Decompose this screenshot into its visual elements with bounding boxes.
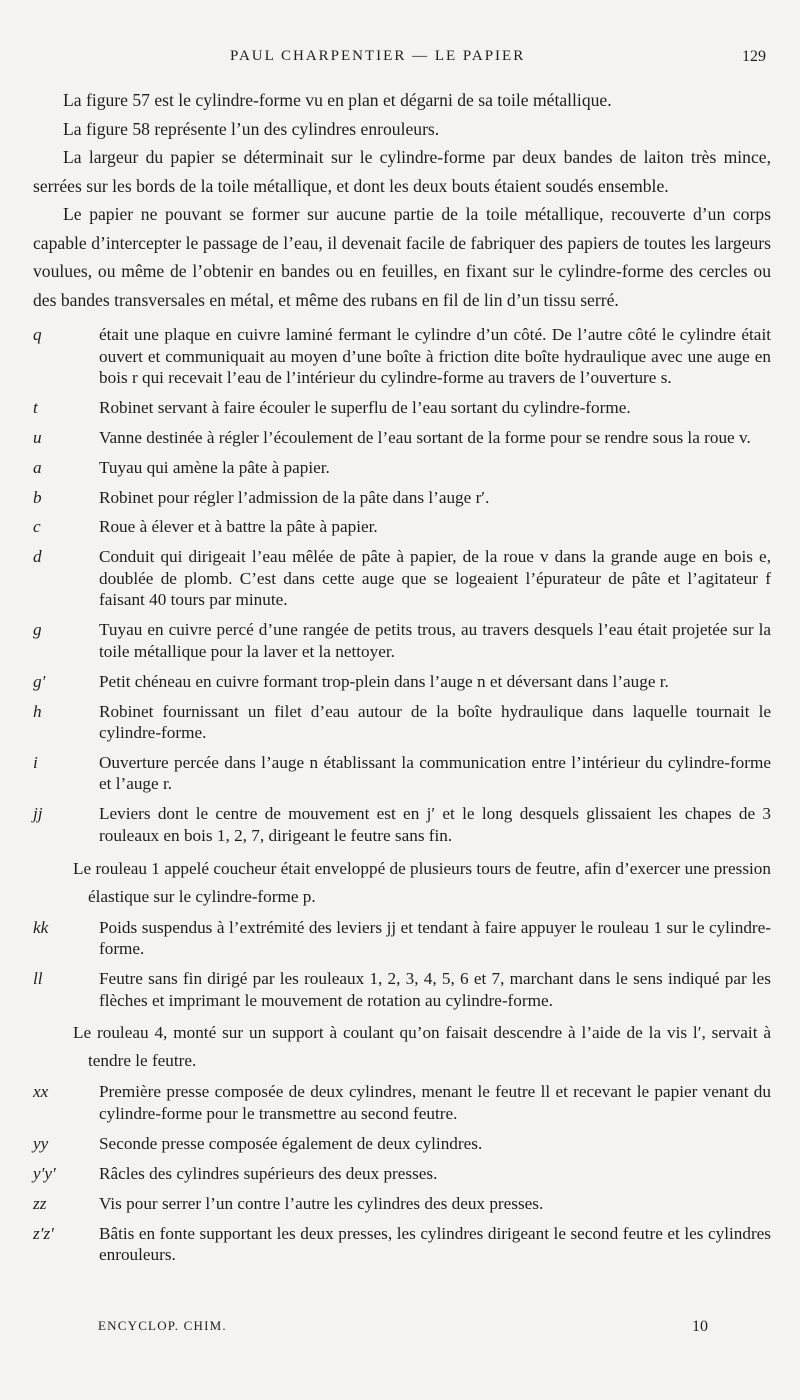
legend-item [33,1133,771,1155]
legend-text: Robinet pour régler l’admission de la pâte dans l’auge r′. [99,487,490,507]
legend-item [33,968,771,1011]
legend-label: zz [33,1193,47,1213]
sheet-number: 10 [692,1318,708,1335]
legend-item [33,803,771,846]
legend-label: d [33,547,42,567]
legend-list [33,324,771,1266]
legend-text: Leviers dont le centre de mouvement est en j′ et le long desquels glissaient les chapes de 3 rouleaux en bois 1, 2, 7, dirigeant le feutre sans fin. [99,804,771,845]
legend-label: yy [33,1133,49,1153]
legend-text: Ouverture percée dans l’auge n établissant la communication entre l’intérieur du cylindre-forme et l’auge r. [99,752,771,794]
legend-text: Roue à élever et à battre la pâte à papier. [99,517,378,537]
legend-item [33,546,771,611]
legend-label: q [33,325,42,344]
running-head: PAUL CHARPENTIER — LE PAPIER [230,48,526,64]
legend-text: Vis pour serrer l’un contre l’autre les cylindres des deux presses. [99,1193,544,1213]
note-paragraph: Le rouleau 4, monté sur un support à coulant qu’on faisait descendre à l’aide de la vis l′, servait à tendre le feutre. [73,1023,771,1071]
legend-label: u [33,427,42,447]
legend-label: y′y′ [33,1163,56,1183]
note-paragraph: Le rouleau 1 appelé coucheur était enveloppé de plusieurs tours de feutre, afin d’exercer une pression élastique sur le cylindre-forme p. [73,858,771,906]
paragraph: La figure 57 est le cylindre-forme vu en plan et dégarni de sa toile métallique. [63,90,612,110]
legend-text: Petit chéneau en cuivre formant trop-plein dans l’auge n et déversant dans l’auge r. [99,671,669,691]
legend-text: Râcles des cylindres supérieurs des deux presses. [99,1163,438,1183]
legend-item [33,487,771,509]
legend-item [33,397,771,419]
legend-item [33,1193,771,1215]
legend-label: c [33,517,41,537]
legend-item [33,917,771,960]
legend-text: Robinet servant à faire écouler le superflu de l’eau sortant du cylindre-forme. [99,397,631,417]
legend-label: g [33,620,42,640]
legend-text: Conduit qui dirigeait l’eau mêlée de pâte à papier, de la roue v dans la grande auge en bois e, doublée de plomb. C’est dans cette auge que se logeaient l’épurateur de pâte et l’agitateur f faisant 40 tours par minute. [99,547,771,610]
legend-text: Robinet fournissant un filet d’eau autour de la boîte hydraulique dans laquelle tournait le cylindre-forme. [99,701,771,743]
legend-text: Feutre sans fin dirigé par les rouleaux 1, 2, 3, 4, 5, 6 et 7, marchant dans le sens indiqué par les flèches et imprimant le mouvement de rotation au cylindre-forme. [99,969,771,1010]
legend-label: t [33,397,38,417]
legend-item [33,701,771,744]
legend-text: Vanne destinée à régler l’écoulement de l’eau sortant de la forme pour se rendre sous la roue v. [99,427,751,447]
legend-label: i [33,752,38,772]
legend-label: xx [33,1082,49,1102]
paragraph: La figure 58 représente l’un des cylindres enrouleurs. [63,118,440,139]
legend-label: h [33,701,42,721]
legend-label: z′z′ [33,1223,54,1243]
legend-item [33,619,771,662]
page-header [0,48,800,72]
paragraph: La largeur du papier se déterminait sur le cylindre-forme par deux bandes de laiton très mince, serrées sur les bords de la toile métallique, et dont les deux bouts étaient soudés ensemble. [33,147,771,196]
legend-text: Poids suspendus à l’extrémité des leviers jj et tendant à faire appuyer le rouleau 1 sur le cylindre-forme. [99,917,771,959]
legend-label: ll [33,969,43,989]
legend-item [33,516,771,538]
legend-label: jj [33,804,43,824]
legend-item [33,1163,771,1185]
legend-item [33,1223,771,1266]
legend-item [33,457,771,479]
legend-label: g′ [33,671,46,691]
legend-label: a [33,457,42,477]
legend-item [33,1081,771,1124]
page-body [33,86,771,1274]
legend-text: était une plaque en cuivre laminé fermant le cylindre d’un côté. De l’autre côté le cylindre était ouvert et communiquait au moyen d’une boîte à friction dite boîte hydraulique avec une auge en bois r qui recevait l’eau de l’intérieur du cylindre-forme au travers de l’ouverture s. [99,325,771,387]
legend-label: b [33,487,42,507]
page-footer [98,1318,708,1340]
legend-item [33,752,771,795]
legend-item [33,324,771,389]
legend-item [33,427,771,449]
signature-mark: ENCYCLOP. CHIM. [98,1318,227,1333]
legend-label: kk [33,917,49,937]
legend-text: Tuyau en cuivre percé d’une rangée de petits trous, au travers desquels l’eau était projetée sur la toile métallique pour la laver et la nettoyer. [99,620,771,661]
legend-item [33,671,771,693]
legend-text: Tuyau qui amène la pâte à papier. [99,457,330,477]
legend-text: Bâtis en fonte supportant les deux presses, les cylindres dirigeant le second feutre et les cylindres enrouleurs. [99,1223,771,1265]
legend-text: Première presse composée de deux cylindres, menant le feutre ll et recevant le papier venant du cylindre-forme pour le transmettre au second feutre. [99,1082,771,1123]
paragraph: Le papier ne pouvant se former sur aucune partie de la toile métallique, recouverte d’un corps capable d’intercepter le passage de l’eau, il devenait facile de fabriquer des papiers de toutes les largeurs voulues, ou même de l’obtenir en bandes ou en feuilles, en fixant sur le cylindre-forme des cercles ou des bandes transversales en métal, et même des rubans en fil de lin d’un tissu serré. [33,204,771,310]
legend-text: Seconde presse composée également de deux cylindres. [99,1133,483,1153]
page-number: 129 [742,48,766,65]
